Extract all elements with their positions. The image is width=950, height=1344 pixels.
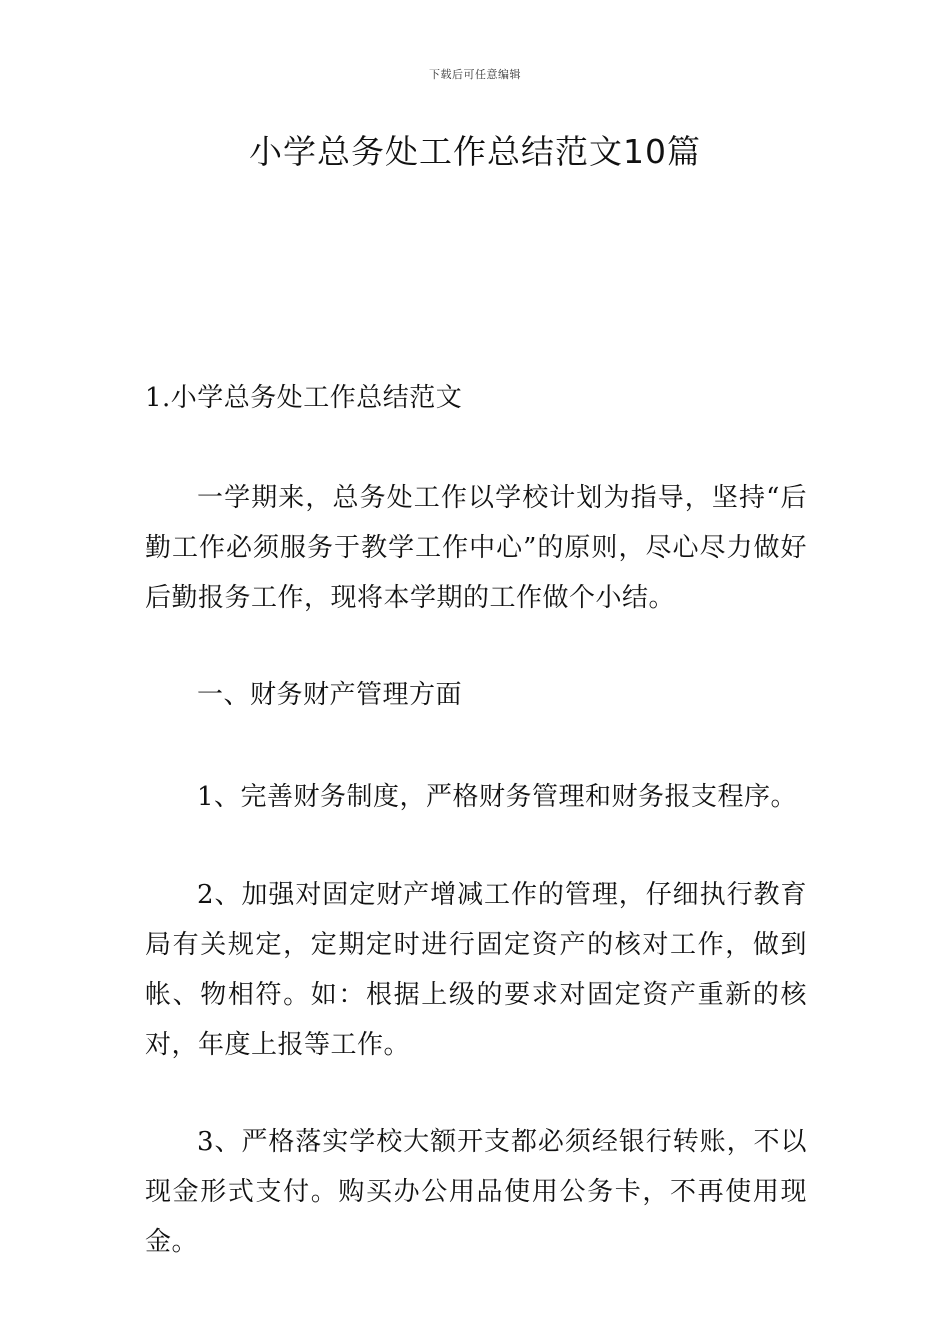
section-title: 1.小学总务处工作总结范文: [145, 383, 463, 413]
header-note: 下载后可任意编辑: [429, 68, 521, 81]
document-title: 小学总务处工作总结范文10篇: [249, 132, 701, 171]
list-item-1: 1、完善财务制度，严格财务管理和财务报支程序。: [197, 782, 798, 812]
finance-heading: 一、财务财产管理方面: [197, 680, 463, 710]
list-item-3: 3、严格落实学校大额开支都必须经银行转账，不以现金形式支付。购买办公用品使用公务卡，不再使用现金。: [145, 1127, 807, 1257]
intro-paragraph: 一学期来，总务处工作以学校计划为指导，坚持“后勤工作必须服务于教学工作中心”的原则，尽心尽力做好后勤报务工作，现将本学期的工作做个小结。: [145, 483, 807, 613]
list-item-2: 2、加强对固定财产增减工作的管理，仔细执行教育局有关规定，定期定时进行固定资产的核对工作，做到帐、物相符。如：根据上级的要求对固定资产重新的核对，年度上报等工作。: [145, 880, 807, 1060]
